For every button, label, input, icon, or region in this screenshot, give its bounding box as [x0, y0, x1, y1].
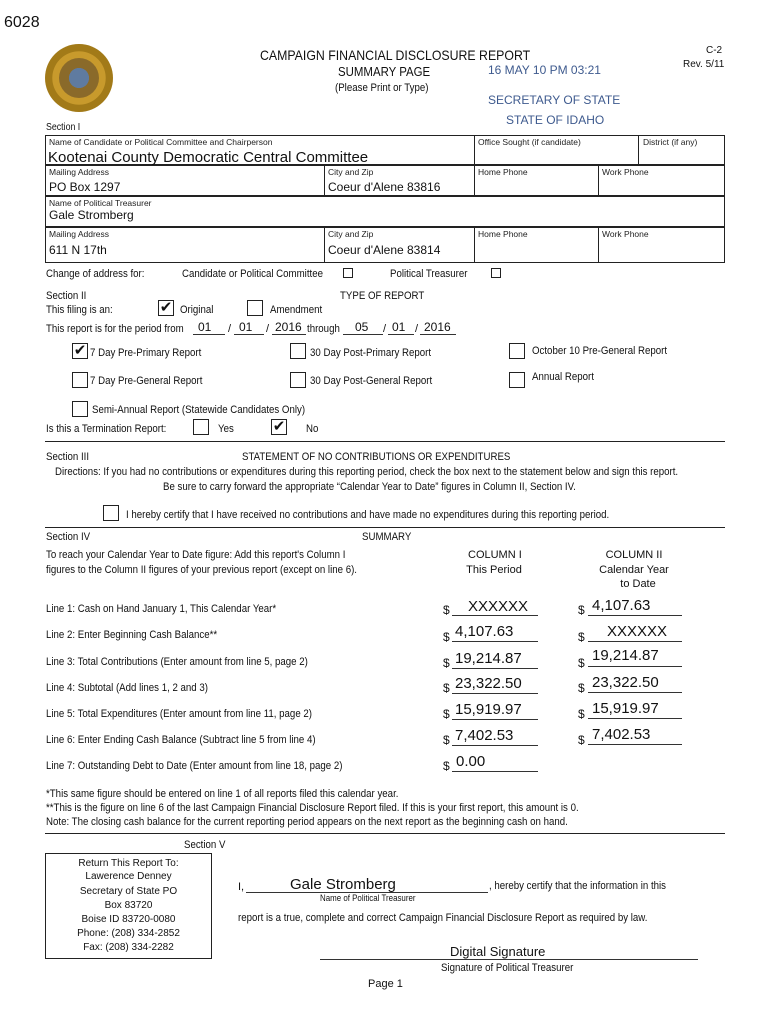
line-7-column-1[interactable]: 0.00	[456, 753, 486, 770]
city-label: City and Zip	[328, 167, 374, 177]
received-stamp-date: 16 MAY 10 PM 03:21	[488, 63, 601, 77]
annual-report-checkbox[interactable]	[509, 372, 525, 388]
slash: /	[266, 323, 270, 335]
7day-pre-primary-checkbox[interactable]: ✔	[73, 342, 87, 359]
form-subtitle: SUMMARY PAGE	[338, 64, 431, 79]
through-label: through	[307, 323, 340, 335]
certify-no-contributions: I hereby certify that I have received no contributions and have made no expenditures during this reporting period.	[126, 509, 610, 521]
original-checkbox[interactable]: ✔	[159, 299, 173, 316]
name-label: Name of Candidate or Political Committee and Chairperson	[49, 137, 273, 147]
i-label: I,	[238, 881, 245, 893]
line-4-label: Line 4: Subtotal (Add lines 1, 2 and 3)	[46, 682, 208, 694]
return-line-3: Secretary of State PO	[79, 886, 178, 897]
line-6-column-1[interactable]: 7,402.53	[455, 727, 514, 744]
line-2-column-2[interactable]: XXXXXX	[607, 623, 668, 640]
change-candidate-label: Candidate or Political Committee	[182, 268, 323, 280]
section-2-label: Section II	[46, 290, 87, 302]
document-id: 6028	[4, 14, 40, 31]
change-candidate-checkbox[interactable]	[343, 268, 353, 278]
semi-annual-label: Semi-Annual Report (Statewide Candidates Only)	[92, 404, 306, 416]
section-1-label: Section I	[46, 122, 81, 133]
dollar-sign: $	[443, 759, 450, 773]
summary-intro-2: figures to the Column II figures of your previous report (except on line 6).	[46, 564, 357, 576]
line-3-column-2[interactable]: 19,214.87	[592, 647, 659, 664]
mailing-label: Mailing Address	[49, 167, 110, 177]
line-1-column-2[interactable]: 4,107.63	[592, 597, 651, 614]
section-3-label: Section III	[46, 451, 90, 463]
slash: /	[415, 323, 419, 335]
change-treasurer-label: Political Treasurer	[390, 268, 468, 280]
to-day-field[interactable]: 01	[392, 320, 406, 334]
line-1-label: Line 1: Cash on Hand January 1, This Calendar Year*	[46, 603, 277, 615]
annual-report-label: Annual Report	[532, 371, 594, 383]
dollar-sign: $	[443, 630, 450, 644]
oct10-pre-general-checkbox[interactable]	[509, 343, 525, 359]
home-phone2-label: Home Phone	[478, 229, 528, 239]
dollar-sign: $	[443, 656, 450, 670]
original-label: Original	[180, 304, 214, 316]
certifying-treasurer-name[interactable]: Gale Stromberg	[290, 876, 396, 893]
home-phone-label: Home Phone	[478, 167, 528, 177]
directions-text-2: Be sure to carry forward the appropriate “Calendar Year to Date” figures in Column II, Section IV.	[163, 481, 576, 493]
dollar-sign: $	[443, 681, 450, 695]
7day-pre-general-checkbox[interactable]	[72, 372, 88, 388]
line-2-label: Line 2: Enter Beginning Cash Balance**	[46, 629, 218, 641]
line-1-column-1[interactable]: XXXXXX	[468, 598, 529, 615]
line-5-column-2[interactable]: 15,919.97	[592, 700, 659, 717]
please-print: (Please Print or Type)	[335, 82, 429, 94]
from-month-field[interactable]: 01	[198, 320, 212, 334]
treasurer-label: Name of Political Treasurer	[49, 198, 152, 208]
form-code: C-2	[706, 45, 723, 56]
page-number: Page 1	[368, 978, 403, 990]
to-year-field[interactable]: 2016	[424, 320, 451, 334]
footnote-2: **This is the figure on line 6 of the last Campaign Financial Disclosure Report filed. If this is your first report, this amount is 0.	[46, 802, 579, 814]
work-phone2-label: Work Phone	[602, 229, 649, 239]
termination-yes-checkbox[interactable]	[193, 419, 209, 435]
return-line-1: Return This Report To:	[78, 858, 179, 869]
slash: /	[228, 323, 232, 335]
certify-statement-2: report is a true, complete and correct Campaign Financial Disclosure Report as required by law.	[238, 912, 648, 924]
dollar-sign: $	[443, 707, 450, 721]
change-address-label: Change of address for:	[46, 268, 145, 280]
oct10-pre-general-label: October 10 Pre-General Report	[532, 345, 668, 357]
section-4-label: Section IV	[46, 531, 91, 543]
return-line-7: Fax: (208) 334-2282	[83, 942, 174, 953]
semi-annual-checkbox[interactable]	[72, 401, 88, 417]
column-2-header: COLUMN II	[605, 549, 663, 561]
column-2-subheader: Calendar Year	[599, 564, 669, 576]
footnote-1: *This same figure should be entered on line 1 of all reports filed this calendar year.	[46, 788, 399, 800]
line-3-column-1[interactable]: 19,214.87	[455, 650, 522, 667]
from-year-field[interactable]: 2016	[275, 320, 302, 334]
return-line-5: Boise ID 83720-0080	[81, 914, 176, 925]
mailing-address-field[interactable]: PO Box 1297	[49, 180, 121, 194]
period-label: This report is for the period from	[46, 323, 184, 335]
to-month-field[interactable]: 05	[355, 320, 369, 334]
change-treasurer-checkbox[interactable]	[491, 268, 501, 278]
column-2-subheader-2: to Date	[620, 578, 656, 590]
termination-no-checkbox[interactable]: ✔	[272, 418, 286, 435]
work-phone-label: Work Phone	[602, 167, 649, 177]
form-revision: Rev. 5/11	[683, 59, 725, 70]
return-line-6: Phone: (208) 334-2852	[77, 928, 180, 939]
return-line-2: Lawerence Denney	[85, 871, 172, 882]
30day-post-general-checkbox[interactable]	[290, 372, 306, 388]
dollar-sign: $	[578, 603, 585, 617]
committee-name-field[interactable]: Kootenai County Democratic Central Committee	[48, 149, 369, 166]
slash: /	[383, 323, 387, 335]
line-3-label: Line 3: Total Contributions (Enter amount from line 5, page 2)	[46, 656, 308, 668]
line-4-column-2[interactable]: 23,322.50	[592, 674, 659, 691]
treasurer-city-field[interactable]: Coeur d'Alene 83814	[328, 243, 441, 257]
no-label: No	[306, 423, 319, 435]
amendment-label: Amendment	[270, 304, 323, 316]
30day-post-primary-label: 30 Day Post-Primary Report	[310, 347, 432, 359]
30day-post-primary-checkbox[interactable]	[290, 343, 306, 359]
treasurer-name-field[interactable]: Gale Stromberg	[49, 208, 134, 222]
dollar-sign: $	[578, 630, 585, 644]
section-5-label: Section V	[184, 839, 226, 851]
dollar-sign: $	[443, 603, 450, 617]
signature-caption: Signature of Political Treasurer	[441, 962, 574, 974]
yes-label: Yes	[218, 423, 234, 435]
treasurer-mailing-field[interactable]: 611 N 17th	[49, 243, 107, 257]
7day-pre-general-label: 7 Day Pre-General Report	[90, 375, 203, 387]
line-6-label: Line 6: Enter Ending Cash Balance (Subtract line 5 from line 4)	[46, 734, 316, 746]
district-label: District (if any)	[643, 137, 698, 147]
stamp-state: STATE OF IDAHO	[506, 113, 605, 127]
mailing2-label: Mailing Address	[49, 229, 110, 239]
section-3-title: STATEMENT OF NO CONTRIBUTIONS OR EXPENDITURES	[242, 451, 511, 463]
line-2-column-1[interactable]: 4,107.63	[455, 623, 514, 640]
stamp-office: SECRETARY OF STATE	[488, 93, 621, 107]
dollar-sign: $	[578, 733, 585, 747]
footnote-3: Note: The closing cash balance for the current reporting period appears on the next report as the beginning cash on hand.	[46, 816, 568, 828]
summary-intro-1: To reach your Calendar Year to Date figure: Add this report's Column I	[46, 549, 346, 561]
amendment-checkbox[interactable]	[247, 300, 263, 316]
form-title: CAMPAIGN FINANCIAL DISCLOSURE REPORT	[260, 47, 531, 63]
dollar-sign: $	[578, 681, 585, 695]
dollar-sign: $	[578, 656, 585, 670]
city-zip-field[interactable]: Coeur d'Alene 83816	[328, 180, 441, 194]
certify-statement: , hereby certify that the information in this	[489, 880, 667, 892]
office-sought-label: Office Sought (if candidate)	[478, 137, 581, 147]
idaho-seal-icon	[45, 44, 113, 112]
name-caption: Name of Political Treasurer	[320, 893, 416, 903]
30day-post-general-label: 30 Day Post-General Report	[310, 375, 433, 387]
line-5-label: Line 5: Total Expenditures (Enter amount from line 11, page 2)	[46, 708, 313, 720]
line-5-column-1[interactable]: 15,919.97	[455, 701, 522, 718]
dollar-sign: $	[578, 707, 585, 721]
return-line-4: Box 83720	[104, 900, 153, 911]
column-1-header: COLUMN I	[468, 549, 522, 561]
termination-label: Is this a Termination Report:	[46, 423, 167, 435]
from-day-field[interactable]: 01	[239, 320, 253, 334]
digital-signature[interactable]: Digital Signature	[450, 944, 546, 959]
dollar-sign: $	[443, 733, 450, 747]
line-6-column-2[interactable]: 7,402.53	[592, 726, 651, 743]
summary-title: SUMMARY	[362, 531, 412, 543]
no-contributions-checkbox[interactable]	[103, 505, 119, 521]
line-4-column-1[interactable]: 23,322.50	[455, 675, 522, 692]
type-of-report-title: TYPE OF REPORT	[340, 290, 425, 302]
directions-text: Directions: If you had no contributions or expenditures during this reporting period, check the box next to the statement below and sign this report.	[55, 466, 679, 478]
city2-label: City and Zip	[328, 229, 374, 239]
column-1-subheader: This Period	[466, 564, 522, 576]
filing-label: This filing is an:	[46, 304, 113, 316]
line-7-label: Line 7: Outstanding Debt to Date (Enter amount from line 18, page 2)	[46, 760, 343, 772]
7day-pre-primary-label: 7 Day Pre-Primary Report	[90, 347, 202, 359]
